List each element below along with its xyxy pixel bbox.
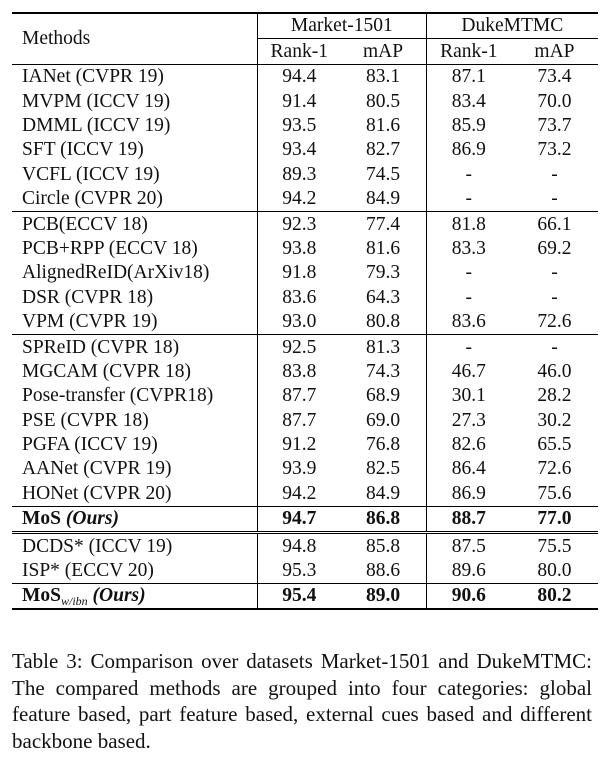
table-row	[12, 457, 598, 481]
duke-rank1-cell: 83.4	[451, 90, 486, 112]
market-map-cell: 80.8	[340, 310, 426, 335]
table-row	[12, 162, 598, 186]
method-cell: MGCAM (CVPR 18)	[12, 359, 258, 383]
market-map-cell: 85.8	[340, 533, 426, 559]
duke-map-cell: 69.2	[537, 237, 572, 259]
method-cell	[12, 583, 258, 609]
duke-map-cell: -	[511, 335, 598, 360]
duke-map-cell: -	[551, 262, 558, 284]
market-rank1-cell: 93.0	[282, 311, 317, 333]
methods-header: Methods	[12, 13, 258, 64]
method-cell: Circle (CVPR 20)	[12, 187, 258, 212]
market-map-header: mAP	[340, 39, 426, 64]
market-rank1-cell: 89.3	[282, 163, 317, 185]
method-cell: DCDS* (ICCV 19)	[12, 533, 258, 559]
duke-map-cell: -	[551, 188, 558, 210]
duke-rank1-cell: 46.7	[451, 360, 486, 382]
table-row	[12, 89, 598, 113]
table-row	[12, 114, 598, 138]
method-cell: AANet (CVPR 19)	[12, 457, 258, 481]
method-suffix: (Ours)	[92, 584, 146, 606]
duke-rank1-cell: 86.9	[451, 482, 486, 504]
duke-rank1-cell: 27.3	[451, 409, 486, 431]
method-suffix: (Ours)	[65, 508, 119, 530]
market-rank1-cell: 91.8	[282, 262, 317, 284]
table-row	[12, 285, 598, 309]
market-map-cell: 74.5	[340, 162, 426, 186]
duke-map-cell: 72.6	[537, 458, 572, 480]
duke-rank1-cell: -	[426, 335, 511, 360]
table-row	[12, 433, 598, 457]
market-rank1-cell: 94.2	[282, 188, 317, 210]
duke-map-cell: 46.0	[537, 360, 572, 382]
table-row	[12, 237, 598, 261]
market-map-cell: 69.0	[340, 408, 426, 432]
method-cell: DMML (ICCV 19)	[12, 114, 258, 138]
duke-rank1-cell: 85.9	[451, 115, 486, 136]
duke-rank1-cell: 30.1	[451, 385, 486, 407]
method-cell: SFT (ICCV 19)	[12, 138, 258, 162]
duke-rank1-cell: 86.4	[451, 458, 486, 480]
duke-rank1-cell: -	[465, 163, 473, 185]
duke-rank1-cell: 83.6	[451, 311, 486, 333]
method-cell: ISP* (ECCV 20)	[12, 559, 258, 584]
market-map-cell: 64.3	[340, 285, 426, 309]
table-row-ours	[12, 583, 598, 609]
duke-map-cell: 75.6	[537, 482, 572, 504]
method-cell: HONet (CVPR 20)	[12, 481, 258, 506]
market-rank1-cell: 91.4	[282, 90, 317, 112]
table-row	[12, 481, 598, 506]
market-rank1-cell: 83.8	[282, 360, 317, 382]
duke-rank1-cell: 86.9	[451, 139, 486, 161]
market-rank1-cell: 91.2	[282, 434, 317, 456]
table-row	[12, 335, 598, 360]
table-body	[12, 64, 598, 609]
duke-rank1-cell: 90.6	[426, 583, 511, 609]
duke-rank1-cell: 87.5	[426, 533, 511, 559]
duke-map-cell: 30.2	[537, 409, 572, 431]
market-rank1-cell: 87.7	[282, 409, 317, 431]
market-rank1-cell: 94.2	[282, 482, 317, 504]
market-rank1-cell: 93.5	[282, 115, 317, 136]
duke-map-cell: 72.6	[537, 311, 572, 333]
market-map-cell: 74.3	[340, 359, 426, 383]
market-rank1-cell: 93.8	[282, 237, 317, 259]
method-cell: VPM (CVPR 19)	[12, 310, 258, 335]
market-map-cell: 79.3	[340, 261, 426, 285]
market-map-cell: 81.6	[340, 237, 426, 261]
method-cell: PCB+RPP (ECCV 18)	[12, 237, 258, 261]
market-rank1-cell: 87.7	[282, 385, 317, 407]
market-map-cell: 89.0	[340, 583, 426, 609]
market-map-cell: 88.6	[340, 559, 426, 584]
method-cell: IANet (CVPR 19)	[12, 64, 258, 89]
market-rank1-cell: 95.4	[258, 583, 341, 609]
duke-rank1-cell: -	[465, 286, 473, 308]
table-row	[12, 64, 598, 89]
market-map-cell: 76.8	[340, 433, 426, 457]
table-row	[12, 559, 598, 584]
market-rank1-cell: 93.4	[282, 139, 317, 161]
method-cell: DSR (CVPR 18)	[12, 285, 258, 309]
table-caption: Table 3: Comparison over datasets Market-1501 and DukeMTMC: The compared methods are grouped into four categories: global feature based, part feature based, external cues based and different backbone based.	[12, 649, 592, 753]
duke-rank1-cell: 88.7	[426, 506, 511, 532]
table-row	[12, 359, 598, 383]
duke-map-cell: 70.0	[537, 90, 572, 112]
market-map-cell: 84.9	[340, 481, 426, 506]
comparison-table	[12, 12, 598, 610]
table-row-ours	[12, 506, 598, 532]
market-map-cell: 82.5	[340, 457, 426, 481]
method-cell: MVPM (ICCV 19)	[12, 89, 258, 113]
duke-rank1-cell: -	[465, 188, 473, 210]
method-cell: SPReID (CVPR 18)	[12, 335, 258, 360]
market-rank1-cell: 92.5	[258, 335, 341, 360]
market-rank1-cell: 94.4	[258, 64, 341, 89]
duke-rank1-cell: 83.3	[451, 237, 486, 259]
duke-map-cell: 73.2	[537, 139, 572, 161]
market-rank1-header: Rank-1	[258, 39, 341, 64]
duke-rank1-cell: 81.8	[426, 212, 511, 237]
dukemtmc-header: DukeMTMC	[426, 13, 598, 39]
table-row	[12, 310, 598, 335]
method-cell: PSE (CVPR 18)	[12, 408, 258, 432]
method-cell: AlignedReID(ArXiv18)	[12, 261, 258, 285]
market-1501-header: Market-1501	[258, 13, 427, 39]
method-name: MoS	[22, 584, 61, 606]
market-rank1-cell: 95.3	[282, 560, 317, 582]
market-rank1-cell: 92.3	[258, 212, 341, 237]
method-cell: Pose-transfer (CVPR18)	[12, 384, 258, 408]
market-map-cell: 82.7	[340, 138, 426, 162]
market-map-cell: 84.9	[340, 187, 426, 212]
table-row	[12, 408, 598, 432]
market-rank1-cell: 94.8	[258, 533, 341, 559]
table-row	[12, 138, 598, 162]
method-subscript: w/ibn	[61, 593, 88, 608]
method-cell: PCB(ECCV 18)	[12, 212, 258, 237]
method-cell: VCFL (ICCV 19)	[12, 162, 258, 186]
market-map-cell: 81.6	[340, 114, 426, 138]
duke-map-cell: 28.2	[537, 385, 572, 407]
market-rank1-cell: 94.7	[258, 506, 341, 532]
market-rank1-cell: 93.9	[282, 458, 317, 480]
method-name: MoS	[22, 508, 61, 530]
market-map-cell: 68.9	[340, 384, 426, 408]
duke-map-header: mAP	[511, 39, 598, 64]
table-row	[12, 261, 598, 285]
market-map-cell: 86.8	[340, 506, 426, 532]
table-row	[12, 212, 598, 237]
duke-rank1-cell: -	[465, 262, 473, 284]
table-header-row	[12, 13, 598, 39]
duke-map-cell: 66.1	[511, 212, 598, 237]
duke-rank1-header: Rank-1	[426, 39, 511, 64]
market-map-cell: 80.5	[340, 89, 426, 113]
duke-map-cell: -	[551, 286, 558, 308]
duke-rank1-cell: 82.6	[451, 434, 486, 456]
method-cell: PGFA (ICCV 19)	[12, 433, 258, 457]
table-row	[12, 187, 598, 212]
duke-map-cell: 75.5	[511, 533, 598, 559]
market-map-cell: 81.3	[340, 335, 426, 360]
table-row	[12, 533, 598, 559]
duke-map-cell: 80.2	[511, 583, 598, 609]
duke-map-cell: 77.0	[511, 506, 598, 532]
duke-map-cell: 73.7	[537, 115, 572, 136]
market-map-cell: 83.1	[340, 64, 426, 89]
market-rank1-cell: 83.6	[282, 286, 317, 308]
market-map-cell: 77.4	[340, 212, 426, 237]
duke-rank1-cell: 87.1	[426, 64, 511, 89]
method-cell	[12, 506, 258, 532]
duke-map-cell: -	[551, 163, 558, 185]
table-row	[12, 384, 598, 408]
duke-map-cell: 65.5	[537, 434, 572, 456]
duke-rank1-cell: 89.6	[451, 560, 486, 582]
duke-map-cell: 80.0	[537, 560, 572, 582]
duke-map-cell: 73.4	[511, 64, 598, 89]
